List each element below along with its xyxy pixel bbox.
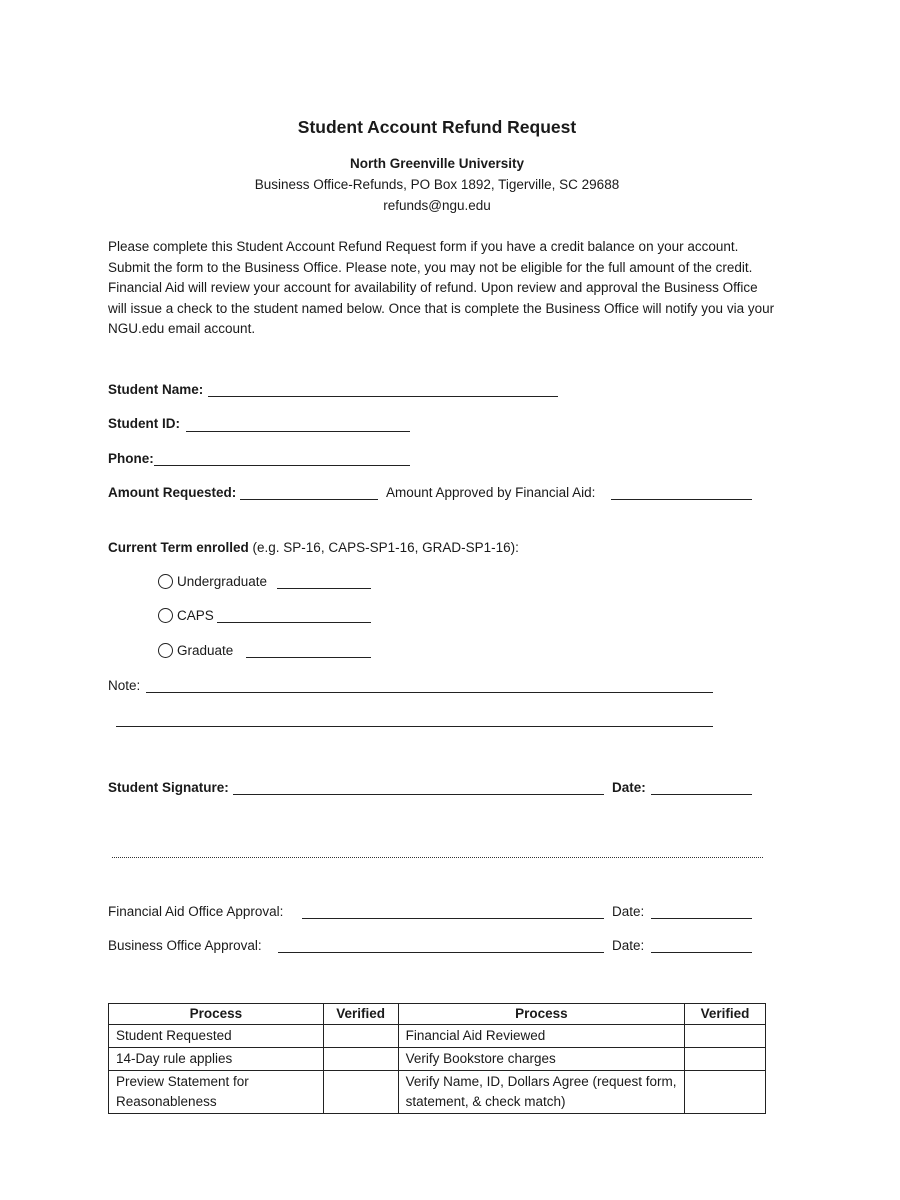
student-id-field[interactable] (186, 431, 410, 432)
verified-cell[interactable] (685, 1048, 766, 1071)
table-row (109, 1048, 766, 1071)
student-id-label: Student ID: (108, 416, 180, 431)
table-row (109, 1025, 766, 1048)
signature-field[interactable] (233, 794, 604, 795)
process-cell: Student Requested (109, 1025, 324, 1048)
undergraduate-radio[interactable] (158, 574, 173, 589)
verified-cell[interactable] (323, 1025, 398, 1048)
fa-date-label: Date: (612, 904, 645, 919)
phone-label: Phone: (108, 451, 154, 466)
graduate-label: Graduate (177, 643, 234, 658)
signature-date-label: Date: (612, 780, 646, 795)
verified-cell[interactable] (323, 1048, 398, 1071)
term-hint: (e.g. SP-16, CAPS-SP1-16, GRAD-SP1-16): (248, 540, 519, 555)
term-label-text: Current Term enrolled (108, 540, 249, 555)
process-cell: Financial Aid Reviewed (398, 1025, 684, 1048)
cut-line-divider (112, 857, 763, 858)
caps-term-field[interactable] (217, 622, 371, 623)
note-field-line-2[interactable] (116, 726, 713, 727)
verified-cell[interactable] (685, 1071, 766, 1114)
term-label (108, 540, 519, 555)
fa-approval-field[interactable] (302, 918, 604, 919)
header-process: Process (398, 1004, 684, 1025)
fa-date-field[interactable] (651, 918, 752, 919)
note-field-line-1[interactable] (146, 692, 713, 693)
process-cell: Verify Name, ID, Dollars Agree (request form, statement, & check match) (398, 1071, 684, 1114)
header-verified: Verified (323, 1004, 398, 1025)
student-name-label: Student Name: (108, 382, 204, 397)
signature-date-field[interactable] (651, 794, 752, 795)
graduate-radio[interactable] (158, 643, 173, 658)
process-cell: Verify Bookstore charges (398, 1048, 684, 1071)
form-title: Student Account Refund Request (297, 117, 577, 137)
signature-label: Student Signature: (108, 780, 229, 795)
amount-requested-field[interactable] (240, 499, 378, 500)
student-name-field[interactable] (208, 396, 558, 397)
process-cell: Preview Statement for Reasonableness (109, 1071, 324, 1114)
fa-approval-label: Financial Aid Office Approval: (108, 904, 284, 919)
amount-approved-field[interactable] (611, 499, 752, 500)
phone-field[interactable] (154, 465, 410, 466)
address: Business Office-Refunds, PO Box 1892, Tigerville, SC 29688 (254, 177, 620, 192)
table-row (109, 1071, 766, 1114)
amount-requested-label: Amount Requested: (108, 485, 237, 500)
email: refunds@ngu.edu (383, 198, 491, 213)
university-name: North Greenville University (349, 156, 525, 171)
header-process: Process (109, 1004, 324, 1025)
bo-date-field[interactable] (651, 952, 752, 953)
table-header-row (109, 1004, 766, 1025)
bo-date-label: Date: (612, 938, 645, 953)
intro-paragraph: Please complete this Student Account Refund Request form if you have a credit balance on your account. Submit the form to the Business Office. Please note, you may not be eligible for the full amount of the credit. Financial Aid will review your account for availability of refund. Upon review and approval the Business Office will issue a check to the student named below. Once that is complete the Business Office will notify you via your NGU.edu email account. (108, 239, 775, 336)
caps-label: CAPS (177, 608, 214, 623)
process-table (108, 1003, 766, 1114)
verified-cell[interactable] (323, 1071, 398, 1114)
note-label: Note: (108, 678, 141, 693)
undergraduate-label: Undergraduate (177, 574, 268, 589)
header-verified: Verified (685, 1004, 766, 1025)
process-cell: 14-Day rule applies (109, 1048, 324, 1071)
undergraduate-term-field[interactable] (277, 588, 371, 589)
bo-approval-field[interactable] (278, 952, 604, 953)
bo-approval-label: Business Office Approval: (108, 938, 262, 953)
graduate-term-field[interactable] (246, 657, 371, 658)
caps-radio[interactable] (158, 608, 173, 623)
verified-cell[interactable] (685, 1025, 766, 1048)
amount-approved-label: Amount Approved by Financial Aid: (386, 485, 596, 500)
